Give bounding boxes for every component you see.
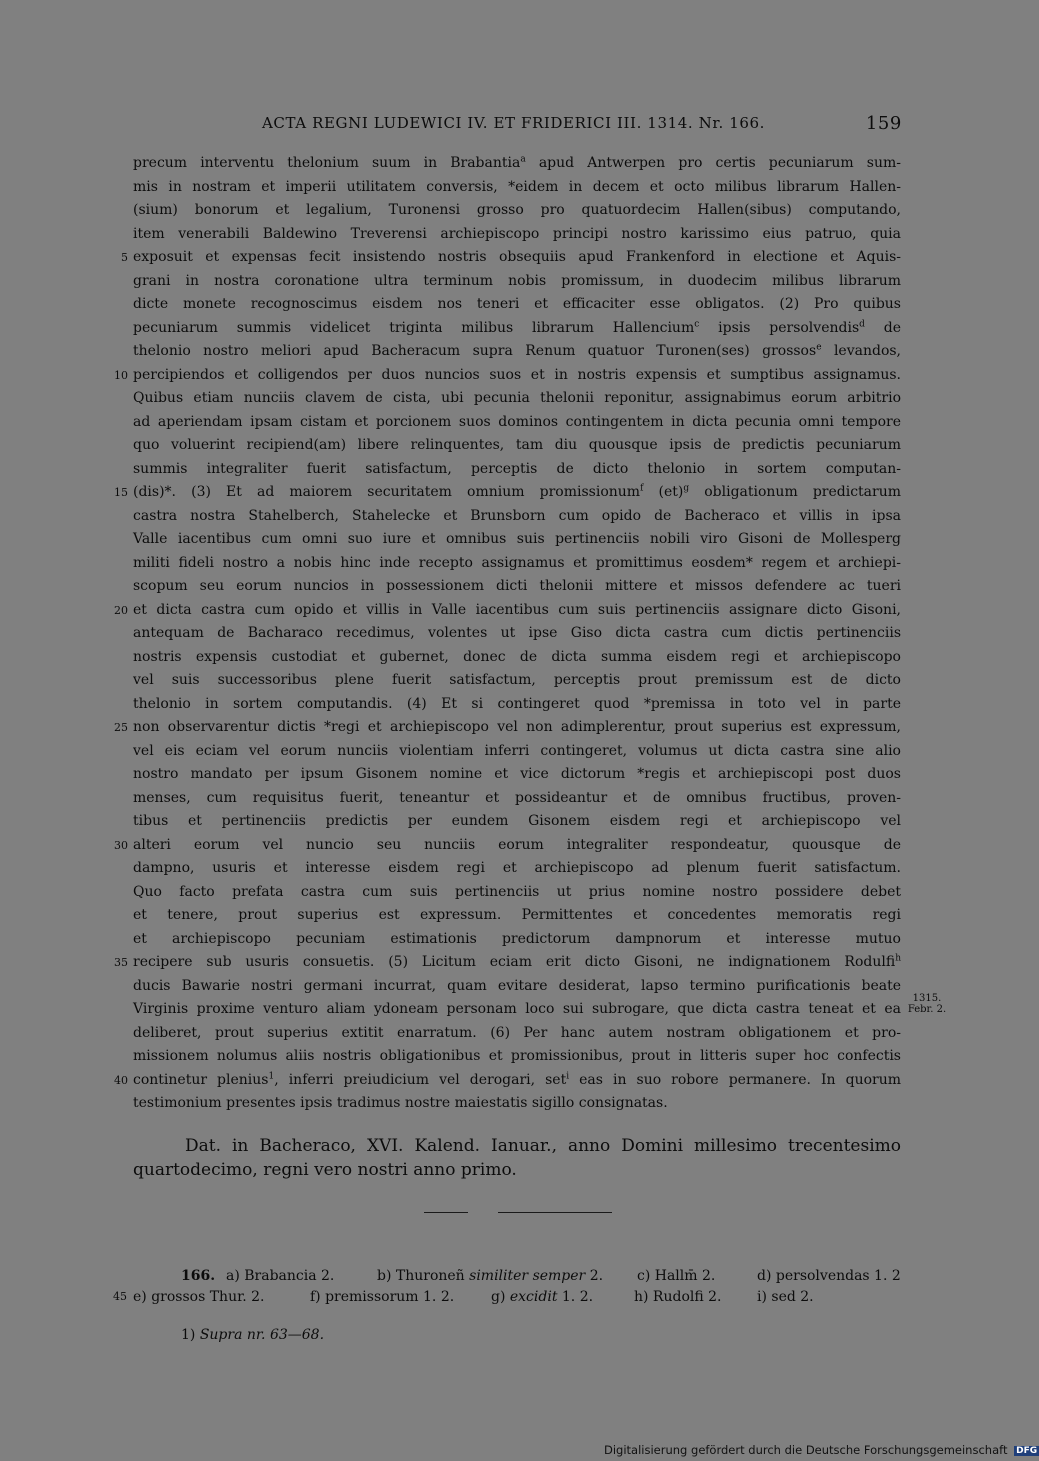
body-line: thelonio nostro meliori apud Bacheracum supra Renum quatuor Turonen(ses) grossos$^e$ levandos,	[133, 342, 902, 359]
section-separator	[424, 1212, 612, 1213]
body-line: alteri eorum vel nuncio seu nunciis eorum integraliter respondeatur, quousque de	[133, 836, 901, 853]
body-line: continetur plenius$^1$, inferri preiudicium vel derogari, set$^i$ eas in suo robore permanere. In quorum	[133, 1070, 902, 1088]
body-line: (sium) bonorum et legalium, Turonensi grosso pro quatuordecim Hallen(sibus) computando,	[133, 202, 901, 218]
line-number: 40	[114, 1073, 128, 1087]
body-line: Valle iacentibus cum omni suo iure et omnibus suis pertinenciis nobili viro Gisoni de Mollesperg	[133, 531, 901, 547]
body-line: pecuniarum summis videlicet triginta milibus librarum Hallencium$^c$ ipsis persolvendis$^d$ de	[133, 318, 901, 336]
document-body	[114, 152, 902, 1116]
body-line: ducis Bawarie nostri germani incurrat, quam evitare desiderat, lapso termino purificationis beate	[133, 977, 901, 994]
body-line: quo voluerint recipiend(am) libere relinquentes, tam diu quousque ipsis de predictis pecuniarum	[133, 437, 901, 453]
body-line: scopum seu eorum nuncios in possessionem dicti thelonii mittere et missos defendere ac tueri	[133, 578, 901, 594]
body-line: grani in nostra coronatione ultra terminum nobis promissum, in duodecim milibus librarum	[133, 272, 901, 289]
footnote-a: a) Brabancia 2.	[226, 1268, 335, 1284]
body-line: antequam de Bacharaco recedimus, volentes ut ipse Giso dicta castra cum dictis pertinenciis	[133, 625, 901, 641]
footnote-i: i) sed 2.	[757, 1289, 814, 1305]
dating-line: Dat. in Bacheraco, XVI. Kalend. Ianuar., anno Domini millesimo trecentesimo	[185, 1136, 901, 1156]
body-line: non observarentur dictis *regi et archiepiscopo vel non adimplerentur, prout superius est expressum,	[133, 719, 901, 735]
footnote-b: b) Thuroneñ similiter semper 2.	[377, 1268, 604, 1284]
dating-line: quartodecimo, regni vero nostri anno primo.	[133, 1160, 517, 1180]
body-line: missionem nolumus aliis nostris obligationibus et promissionibus, prout in litteris super hoc confectis	[133, 1048, 901, 1064]
dfg-logo: DFG	[1016, 1446, 1038, 1456]
body-line: item venerabili Baldewino Treverensi archiepiscopo principi nostro karissimo eius patruo, quia	[133, 225, 901, 242]
body-line: deliberet, prout superius extitit enarratum. (6) Per hanc autem nostram obligationem et pro-	[133, 1024, 901, 1041]
footnote-e: e) grossos Thur. 2.	[133, 1289, 265, 1305]
page-number: 159	[865, 113, 902, 134]
body-line: precum interventu thelonium suum in Brabantia$^a$ apud Antwerpen pro certis pecuniarum sum-	[133, 154, 902, 171]
body-line: testimonium presentes ipsis tradimus nostre maiestatis sigillo consignatas.	[133, 1095, 668, 1111]
body-line: recipere sub usuris consuetis. (5) Licitum eciam erit dicto Gisoni, ne indignationem Rodulfi$^h$	[133, 953, 901, 970]
line-number: 35	[114, 956, 128, 969]
footnote-g: g) excidit 1. 2.	[491, 1289, 594, 1305]
body-line: castra nostra Stahelberch, Stahelecke et Brunsborn cum opido de Bacheraco et villis in ipsa	[133, 507, 901, 524]
running-title: ACTA REGNI LUDEWICI IV. ET FRIDERICI III. 1314. Nr. 166.	[262, 114, 766, 132]
footnote-1: 1) Supra nr. 63—68.	[181, 1327, 325, 1343]
line-number: 20	[114, 603, 128, 617]
body-line: menses, cum requisitus fuerit, teneantur et possideantur et de omnibus fructibus, proven-	[133, 789, 901, 806]
credit-text: Digitalisierung gefördert durch die Deutsche Forschungsgemeinschaft	[604, 1443, 1008, 1457]
body-line: nostro mandato per ipsum Gisonem nomine et vice dictorum *regis et archiepiscopi post duos	[133, 766, 901, 782]
body-line: exposuit et expensas fecit insistendo nostris obsequiis apud Frankenford in electione et Aquis-	[133, 249, 901, 265]
running-header	[262, 114, 902, 138]
footnote-c: c) Hallm̄ 2.	[637, 1268, 716, 1284]
body-line: percipiendos et colligendos per duos nuncios suos et in nostris expensis et sumptibus assignamus.	[133, 366, 901, 383]
body-line: thelonio in sortem computandis. (4) Et si contingeret quod *premissa in toto vel in parte	[133, 695, 901, 712]
footnote-doc-number: 166.	[181, 1268, 216, 1284]
body-line: vel suis successoribus plene fuerit satisfactum, perceptis prout premissum est de dicto	[133, 672, 901, 688]
body-line: mis in nostram et imperii utilitatem conversis, *eidem in decem et octo milibus librarum Hallen-	[133, 178, 901, 195]
dating-clause	[133, 1134, 901, 1182]
line-number: 30	[114, 838, 128, 852]
body-line: Quibus etiam nunciis clavem de cista, ubi pecunia thelonii reponitur, assignabimus eorum arbitrio	[133, 390, 901, 406]
body-line: (dis)*. (3) Et ad maiorem securitatem omnium promissionum$^f$ (et)$^g$ obligationum predictarum	[133, 483, 902, 500]
body-line: ad aperiendam ipsam cistam et porcionem suos dominos contingentem in dicta pecunia omni tempore	[133, 413, 901, 430]
body-line: et archiepiscopo pecuniam estimationis predictorum dampnorum et interesse mutuo	[133, 930, 901, 947]
body-line: dicte monete recognoscimus eisdem nos teneri et efficaciter esse obligatos. (2) Pro quibus	[133, 296, 901, 312]
margin-date-note	[905, 993, 949, 1015]
footnote-d: d) persolvendas 1. 2	[757, 1268, 901, 1284]
footnote-f: f) premissorum 1. 2.	[310, 1289, 455, 1305]
digitization-credit	[604, 1443, 1038, 1457]
body-line: et tenere, prout superius est expressum. Permittentes et concedentes memoratis regi	[133, 907, 901, 923]
line-number: 15	[114, 486, 128, 499]
line-number: 5	[121, 251, 128, 264]
margin-note-date: Febr. 2.	[907, 1004, 947, 1015]
body-line: et dicta castra cum opido et villis in Valle iacentibus cum suis pertinenciis assignare dicto Gisoni,	[133, 601, 901, 618]
margin-note-year: 1315.	[912, 993, 942, 1004]
body-line: nostris expensis custodiat et gubernet, donec de dicta summa eisdem regi et archiepiscopo	[133, 648, 901, 665]
body-line: Virginis proxime venturo aliam ydoneam personam loco sui subrogare, que dicta castra teneat et ea	[133, 1001, 901, 1017]
footnote-h: h) Rudolfi 2.	[634, 1289, 722, 1305]
line-number: 10	[114, 368, 128, 382]
body-line: vel eis eciam vel eorum nunciis violentiam inferri contingeret, volumus ut dicta castra sine alio	[133, 742, 901, 759]
line-number: 25	[114, 721, 128, 734]
body-line: summis integraliter fuerit satisfactum, perceptis de dicto thelonio in sortem computan-	[133, 460, 901, 477]
line-number: 45	[113, 1290, 127, 1303]
body-line: Quo facto prefata castra cum suis pertinenciis ut prius nomine nostro possidere debet	[133, 883, 901, 900]
body-line: dampno, usuris et interesse eisdem regi et archiepiscopo ad plenum fuerit satisfactum.	[133, 860, 901, 876]
body-line: tibus et pertinenciis predictis per eundem Gisonem eisdem regi et archiepiscopo vel	[133, 813, 901, 829]
body-line: militi fideli nostro a nobis hinc inde recepto assignamus et promittimus eosdem* regem et archiepi-	[133, 554, 901, 571]
separator-gap	[468, 1212, 498, 1214]
